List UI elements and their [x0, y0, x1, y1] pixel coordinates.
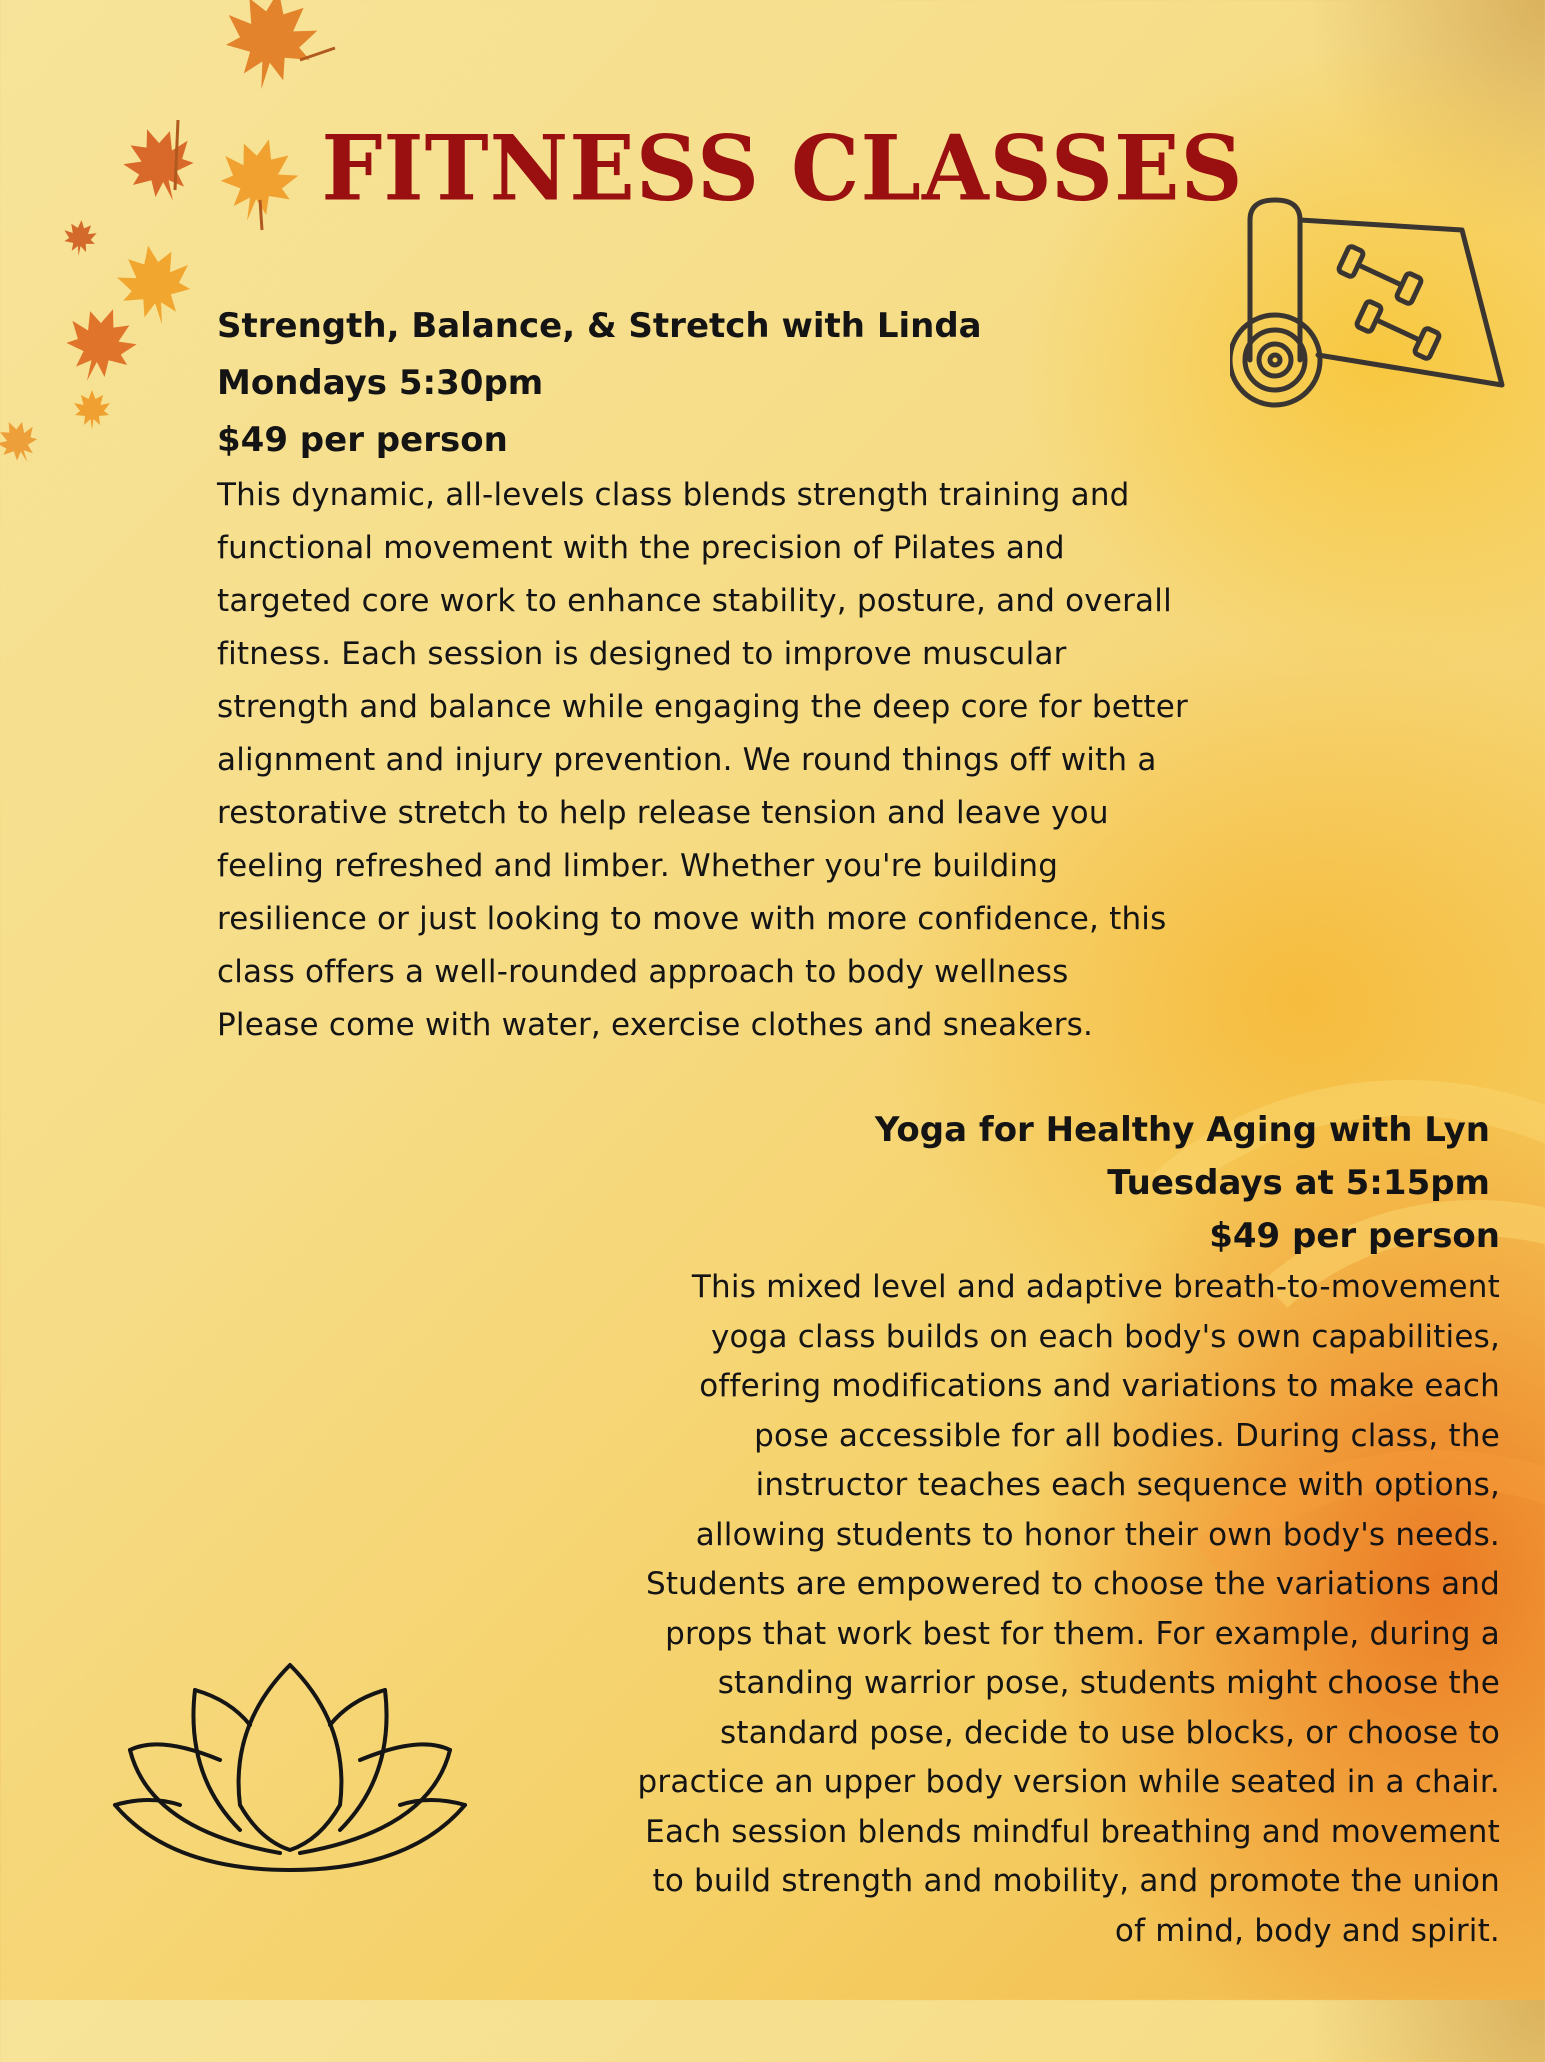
class-section-strength — [217, 298, 1377, 1052]
page-title: FITNESS CLASSES — [321, 115, 1244, 222]
class-name: Yoga for Healthy Aging with Lyn — [874, 1110, 1490, 1150]
class-description: This dynamic, all-levels class blends strength training and functional movement with the precision of Pilates and targeted core work to enhance stability, posture, and overall fitness. Each session is designed to improve muscular strength and balance while engaging the deep core for better alignment and injury prevention. We round things off with a restorative stretch to help release tension and leave you feeling refreshed and limber. Whether you're building resilience or just looking to move with more confidence, this class offers a well-rounded approach to body wellness Please come with water, exercise clothes and sneakers. — [217, 477, 1188, 1043]
class-schedule: Tuesdays at 5:15pm — [1107, 1163, 1490, 1203]
class-price: $49 per person — [217, 420, 508, 460]
class-schedule: Mondays 5:30pm — [217, 363, 544, 403]
class-name: Strength, Balance, & Stretch with Linda — [217, 306, 982, 346]
lotus-icon — [110, 1655, 470, 1885]
class-description: This mixed level and adaptive breath-to-movement yoga class builds on each body's own capabilities, offering modifications and variations to make each pose accessible for all bodies. During class, the instructor teaches each sequence with options, allowing students to honor their own body's needs. Students are empowered to choose the variations and props that work best for them. For example, during a standing warrior pose, students might choose the standard pose, decide to use blocks, or choose to practice an upper body version while seated in a chair. Each session blends mindful breathing and movement to build strength and mobility, and promote the union of mind, body and spirit. — [637, 1269, 1500, 1949]
class-price: $49 per person — [1209, 1216, 1500, 1256]
class-section-yoga — [480, 1104, 1500, 1956]
